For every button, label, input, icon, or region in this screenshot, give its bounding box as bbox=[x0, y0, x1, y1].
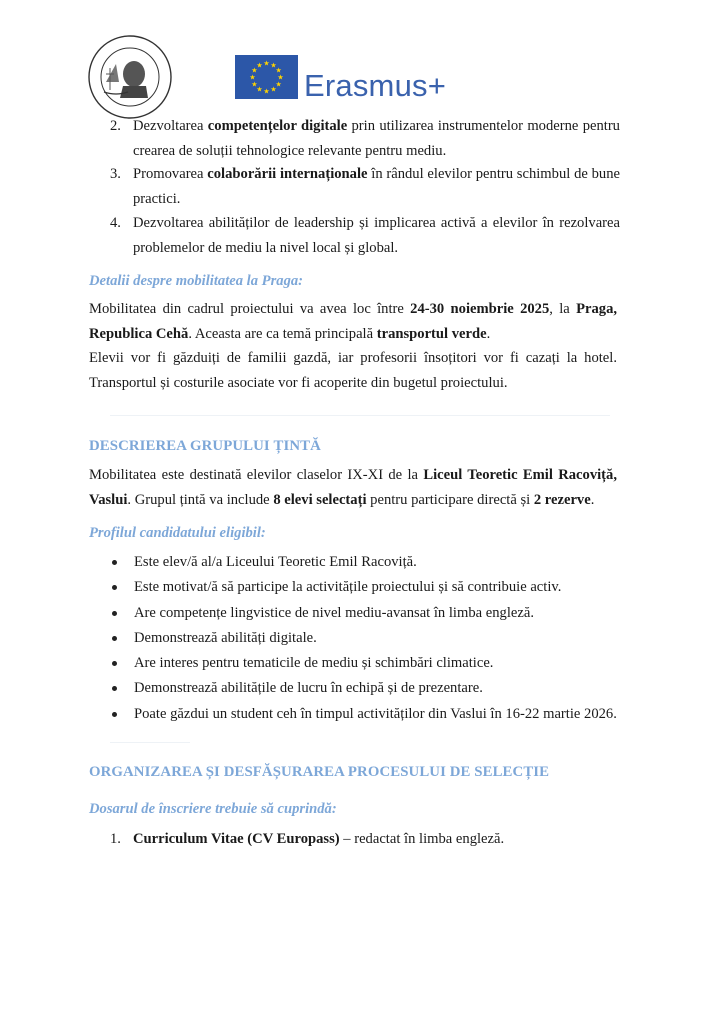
bullet-icon bbox=[112, 611, 117, 616]
objective-bold: colaborării internaționale bbox=[207, 166, 368, 182]
eu-star-icon: ★ bbox=[256, 61, 263, 70]
mobility-heading: Detalii despre mobilitatea la Praga: bbox=[89, 273, 304, 289]
eu-star-icon: ★ bbox=[249, 73, 256, 82]
mobility-paragraph bbox=[89, 297, 617, 347]
list-item-text: Demonstrează abilitățile de lucru în echipă și de prezentare. bbox=[134, 680, 483, 697]
eu-star-icon: ★ bbox=[251, 80, 258, 89]
text: pentru participare directă și bbox=[366, 492, 534, 508]
eu-star-icon: ★ bbox=[256, 85, 263, 94]
divider bbox=[110, 742, 190, 743]
profile-list bbox=[112, 550, 632, 727]
target-group-paragraph bbox=[89, 463, 617, 513]
list-item-text: Este motivat/ă să participe la activitățile proiectului și să contribuie activ. bbox=[134, 579, 562, 596]
list-item bbox=[112, 626, 632, 651]
list-item bbox=[112, 601, 632, 626]
objective-item bbox=[110, 211, 620, 261]
list-item-text: Demonstrează abilități digitale. bbox=[134, 629, 317, 646]
eu-flag-icon bbox=[235, 55, 298, 99]
list-item-text: Are interes pentru tematicile de mediu și schimbări climatice. bbox=[134, 655, 494, 672]
mobility-dates: 24-30 noiembrie 2025 bbox=[410, 301, 550, 317]
eu-star-icon: ★ bbox=[275, 66, 282, 75]
eu-star-icon: ★ bbox=[263, 87, 270, 96]
school-name: Liceul Teoretic Emil Racoviță, Vaslui bbox=[89, 467, 617, 508]
list-item bbox=[112, 575, 632, 600]
mobility-theme: transportul verde bbox=[376, 326, 487, 342]
objective-number: 3. bbox=[110, 166, 121, 182]
bullet-icon bbox=[112, 560, 117, 565]
bullet-icon bbox=[112, 686, 117, 691]
text: . bbox=[590, 492, 595, 508]
bullet-icon bbox=[112, 636, 117, 641]
dossier-text: – redactat în limba engleză. bbox=[339, 831, 505, 847]
list-item bbox=[112, 676, 632, 701]
reserve-count: 2 rezerve bbox=[533, 492, 591, 508]
objective-text: prin utilizarea instrumentelor moderne pentru crearea de soluții tehnologice relevante pentru mediu. bbox=[133, 118, 620, 159]
list-item bbox=[112, 651, 632, 676]
selection-heading: ORGANIZAREA ȘI DESFĂȘURAREA PROCESULUI DE SELECȚIE bbox=[89, 764, 550, 780]
erasmus-logo-text: Erasmus+ bbox=[304, 68, 447, 103]
list-item bbox=[112, 550, 632, 575]
objective-text: Promovarea bbox=[133, 166, 208, 182]
mobility-location: Praga, Republica Cehă bbox=[89, 301, 618, 342]
dossier-heading: Dosarul de înscriere trebuie să cuprindă: bbox=[89, 801, 337, 817]
objective-number: 2. bbox=[110, 118, 121, 134]
text: Mobilitatea din cadrul proiectului va avea loc între bbox=[89, 301, 411, 317]
list-item-text: Este elev/ă al/a Liceului Teoretic Emil Racoviță. bbox=[134, 554, 417, 570]
list-item bbox=[112, 702, 632, 727]
eu-star-icon: ★ bbox=[277, 73, 284, 82]
profile-heading: Profilul candidatului eligibil: bbox=[89, 525, 266, 541]
objective-text: Dezvoltarea bbox=[133, 118, 208, 134]
bullet-icon bbox=[112, 712, 117, 717]
eu-star-icon: ★ bbox=[270, 85, 277, 94]
text: Mobilitatea este destinată elevilor claselor IX-XI de la bbox=[89, 467, 424, 483]
dossier-bold: Curriculum Vitae (CV Europass) bbox=[133, 831, 340, 847]
objective-item bbox=[110, 114, 620, 164]
text: . bbox=[486, 326, 491, 342]
objective-text: în rândul elevilor pentru schimbul de bune practici. bbox=[133, 166, 620, 207]
text: . Aceasta are ca temă principală bbox=[188, 326, 377, 342]
objective-number: 4. bbox=[110, 215, 121, 231]
dossier-item bbox=[110, 827, 620, 852]
list-item-text: Are competențe lingvistice de nivel mediu-avansat în limba engleză. bbox=[134, 604, 534, 621]
eu-star-icon: ★ bbox=[275, 80, 282, 89]
objective-text: Dezvoltarea abilităților de leadership și implicarea activă a elevilor în rezolvarea problemelor de mediu la nivel local și global. bbox=[133, 215, 620, 256]
text: , la bbox=[549, 301, 577, 317]
dossier-number: 1. bbox=[110, 831, 121, 847]
divider bbox=[110, 415, 610, 416]
objective-item bbox=[110, 162, 620, 212]
objective-bold: competențelor digitale bbox=[207, 118, 348, 134]
bullet-icon bbox=[112, 585, 117, 590]
eu-star-icon: ★ bbox=[270, 61, 277, 70]
school-logo bbox=[86, 34, 174, 120]
bullet-icon bbox=[112, 661, 117, 666]
eu-star-icon: ★ bbox=[263, 59, 270, 68]
target-group-heading: DESCRIEREA GRUPULUI ȚINTĂ bbox=[89, 438, 321, 454]
mobility-accommodation-paragraph: Elevii vor fi găzduiți de familii gazdă, iar profesorii însoțitori vor fi cazați la hotel. Transportul și costurile asociate vor fi acoperite din bugetul proiectului. bbox=[89, 350, 617, 391]
list-item-text: Poate găzdui un student ceh în timpul activităților din Vaslui în 16-22 martie 2026. bbox=[134, 705, 617, 722]
text: . Grupul țintă va include bbox=[127, 492, 274, 508]
eu-star-icon: ★ bbox=[251, 66, 258, 75]
selected-count: 8 elevi selectați bbox=[273, 492, 367, 508]
